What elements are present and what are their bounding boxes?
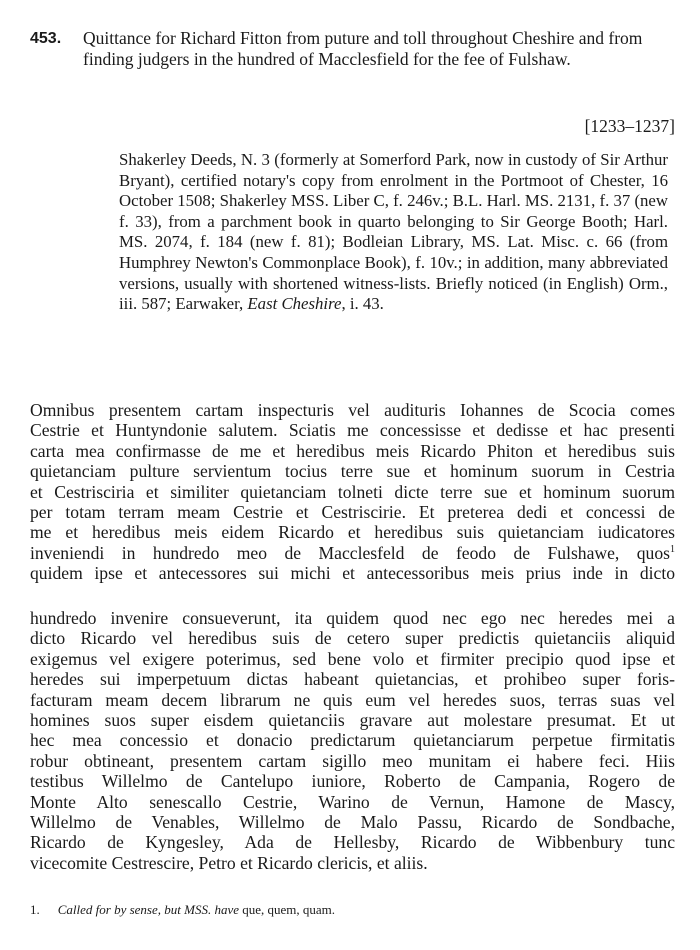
charter-line: Willelmo de Venables, Willelmo de Malo Passu, Ricardo de Sondbache, [30, 812, 675, 833]
entry-title: Quittance for Richard Fitton from puture and toll throughout Cheshire and from finding judgers in the hundred of Macclesfield for the fee of Fulshaw. [83, 28, 643, 69]
charter-line: quietanciam pulture servientum tocius terre sue et hominum suorum in Cestria [30, 461, 675, 482]
footnote-readings: que, quem, quam. [242, 902, 336, 917]
charter-line-with-footnote [30, 543, 675, 563]
entry-number: 453. [30, 30, 62, 47]
sources-paragraph [119, 150, 668, 315]
charter-line: Omnibus presentem cartam inspecturis vel audituris Iohannes de Scocia comes [30, 400, 675, 420]
charter-line: vicecomite Cestrescire, Petro et Ricardo clericis, et aliis. [30, 852, 428, 873]
charter-line: Ricardo de Kyngesley, Ada de Hellesby, Ricardo de Wibbenbury tunc [30, 832, 675, 853]
charter-line: quidem ipse et antecessores sui michi et antecessoribus meis prius inde in dicto [30, 563, 675, 584]
footnote-text: Called for by sense, but MSS. have [57, 902, 243, 917]
charter-line: Monte Alto senescallo Cestrie, Warino de Vernun, Hamone de Mascy, [30, 791, 675, 812]
sources-text: Shakerley Deeds, N. 3 (formerly at Somerford Park, now in custody of Sir Arthur Bryant), certified notary's copy from enrolment in the Portmoot of Chester, 16 October 1508; Shakerley MSS. Liber C, f. 246v.; B.L. Harl. MS. 2131, f. 37 (new f. 33), from a parchment book in quarto belonging to Sir George Booth; Harl. MS. 2074, f. 184 (new f. 81); Bodleian Library, MS. Lat. Misc. c. 66 (from Humphrey Newton's Commonplace Book), f. 10v.; in addition, many abbreviated versions, usually with shortened witness-lists. Briefly noticed (in English) Orm., iii. 587; Earwaker, [119, 150, 668, 314]
charter-line: Cestrie et Huntyndonie salutem. Sciatis me concessisse et dedisse et hac presenti [30, 420, 675, 441]
charter-line: exigemus vel exigere poterimus, sed bene volo et firmiter precipio quod ipse et [30, 648, 675, 669]
entry-date: [1233–1237] [584, 116, 675, 136]
charter-line: et Cestrisciria et similiter quietanciam tolneti dicte terre sue et hominum suorum [30, 481, 675, 502]
charter-line: homines suos super eisdem quietanciis gravare aut molestare presumat. Et ut [30, 710, 675, 731]
charter-line: robur obtineant, presentem cartam sigillo meo munitam ei habere feci. Hiis [30, 750, 675, 771]
charter-line: carta mea confirmasse de me et heredibus meis Ricardo Phiton et heredibus suis [30, 440, 675, 461]
charter-line: testibus Willelmo de Cantelupo iuniore, Roberto de Campania, Rogero de [30, 771, 675, 792]
charter-line-text: inveniendi in hundredo meo de Macclesfeld de feodo de Fulshawe, quos [30, 542, 670, 563]
sources-italic-title: East Cheshire [247, 294, 342, 314]
charter-line: hundredo invenire consueverunt, ita quidem quod nec ego nec heredes mei a [30, 608, 675, 628]
footnote-number: 1. [30, 902, 40, 917]
entry-heading [30, 28, 675, 70]
charter-text-part-2 [30, 608, 675, 873]
charter-line: hec mea concessio et donacio predictarum quietanciarum perpetue firmitatis [30, 730, 675, 751]
charter-line: per totam terram meam Cestrie et Cestriscirie. Et preterea dedi et concessi de [30, 502, 675, 523]
sources-text-end: , i. 43. [341, 294, 384, 314]
footnote-marker: 1 [670, 543, 675, 555]
charter-text-part-1 [30, 400, 675, 584]
footnote [30, 902, 335, 918]
charter-line: dicto Ricardo vel heredibus suis de cetero super predictis quietanciis aliquid [30, 628, 675, 649]
charter-line: me et heredibus meis eidem Ricardo et heredibus suis quietanciam iudicatores [30, 522, 675, 543]
charter-line: heredes sui imperpetuum dictas habeant quietancias, et prohibeo super foris- [30, 669, 675, 690]
charter-line: facturam meam decem librarum ne quis eum vel heredes suos, terras suas vel [30, 689, 675, 710]
